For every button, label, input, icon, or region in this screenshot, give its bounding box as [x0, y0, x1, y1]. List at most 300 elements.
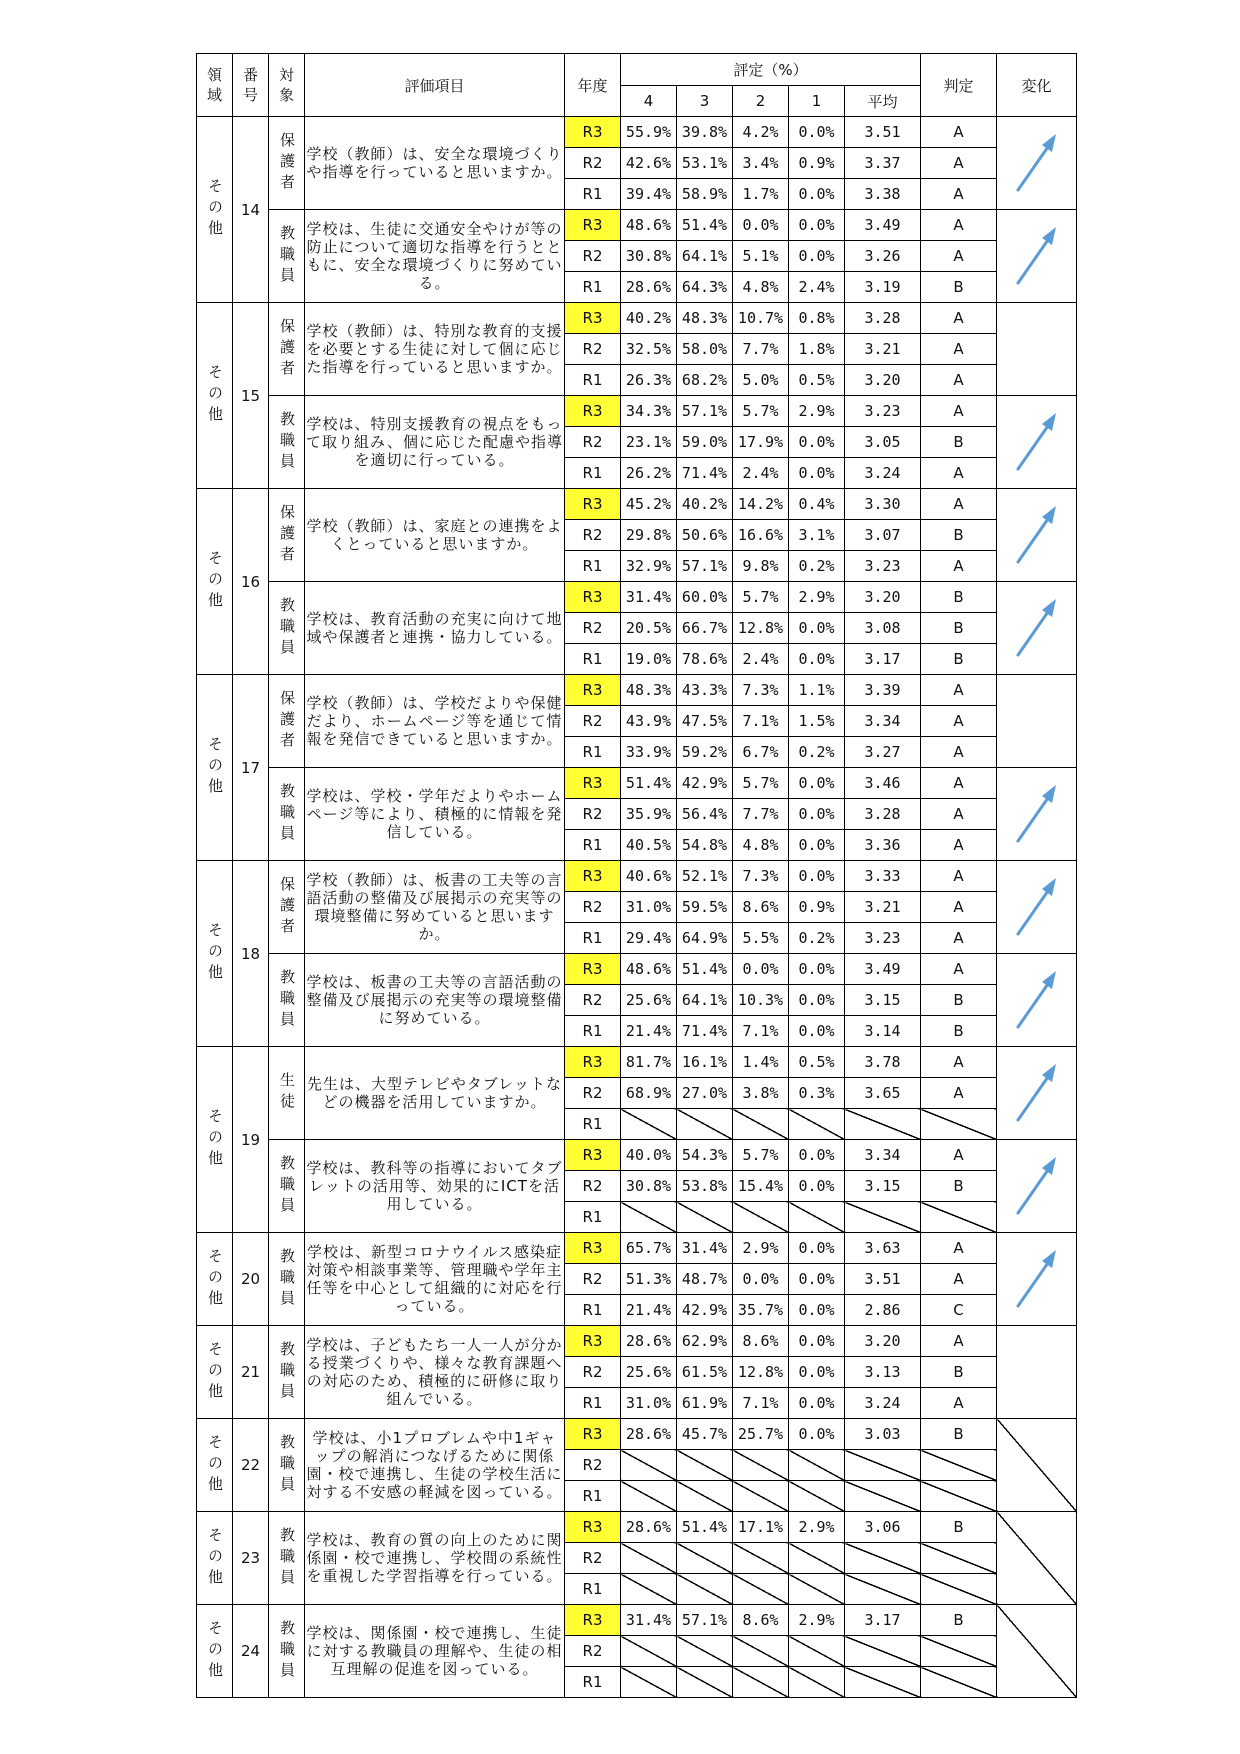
year-cell: R3	[565, 954, 621, 985]
up-arrow-icon	[1012, 967, 1062, 1033]
average-cell: 3.23	[845, 923, 921, 954]
change-cell	[997, 954, 1077, 1047]
judge-cell: A	[921, 179, 997, 210]
value-3-cell: 42.9%	[677, 768, 733, 799]
value-3-cell: 62.9%	[677, 1326, 733, 1357]
item-cell: 学校（教師）は、特別な教育的支援を必要とする生徒に対して個に応じた指導を行っていると思いますか。	[305, 303, 565, 396]
value-1-cell: 0.0%	[789, 458, 845, 489]
evaluation-sheet	[196, 53, 1077, 1698]
value-4-cell: 42.6%	[621, 148, 677, 179]
empty-cell	[621, 1481, 677, 1512]
item-cell: 学校（教師）は、学校だよりや保健だより、ホームページ等を通じて情報を発信できていると思いますか。	[305, 675, 565, 768]
table-row	[197, 1419, 1077, 1450]
empty-cell	[621, 1574, 677, 1605]
average-cell: 3.33	[845, 861, 921, 892]
value-3-cell: 59.5%	[677, 892, 733, 923]
header-col-3: 3	[677, 86, 733, 117]
average-cell: 3.78	[845, 1047, 921, 1078]
judge-cell: A	[921, 768, 997, 799]
year-cell: R3	[565, 861, 621, 892]
judge-cell: A	[921, 303, 997, 334]
value-4-cell: 23.1%	[621, 427, 677, 458]
empty-cell	[789, 1481, 845, 1512]
value-4-cell: 26.3%	[621, 365, 677, 396]
number-cell: 15	[233, 303, 269, 489]
judge-cell: A	[921, 1264, 997, 1295]
year-cell: R2	[565, 427, 621, 458]
empty-cell	[845, 1202, 921, 1233]
value-2-cell: 0.0%	[733, 1264, 789, 1295]
average-cell: 3.63	[845, 1233, 921, 1264]
judge-cell: A	[921, 1388, 997, 1419]
judge-cell: A	[921, 1078, 997, 1109]
year-cell: R1	[565, 1388, 621, 1419]
average-cell: 3.20	[845, 582, 921, 613]
empty-cell	[921, 1636, 997, 1667]
empty-cell	[733, 1543, 789, 1574]
average-cell: 3.26	[845, 241, 921, 272]
value-4-cell: 40.5%	[621, 830, 677, 861]
value-2-cell: 25.7%	[733, 1419, 789, 1450]
target-cell: 教職員	[269, 1140, 305, 1233]
average-cell: 3.36	[845, 830, 921, 861]
year-cell: R2	[565, 892, 621, 923]
domain-cell: その他	[197, 675, 233, 861]
up-arrow-icon	[1012, 1246, 1062, 1312]
value-1-cell: 0.0%	[789, 613, 845, 644]
value-1-cell: 0.0%	[789, 241, 845, 272]
value-4-cell: 33.9%	[621, 737, 677, 768]
value-4-cell: 40.2%	[621, 303, 677, 334]
change-cell	[997, 210, 1077, 303]
empty-cell	[921, 1574, 997, 1605]
up-arrow-icon	[1012, 223, 1062, 289]
empty-cell	[845, 1574, 921, 1605]
header-domain-text: 領域	[207, 66, 223, 104]
value-2-cell: 12.8%	[733, 613, 789, 644]
value-4-cell: 32.5%	[621, 334, 677, 365]
value-1-cell: 0.0%	[789, 1326, 845, 1357]
header-col-4: 4	[621, 86, 677, 117]
average-cell: 3.19	[845, 272, 921, 303]
judge-cell: A	[921, 1140, 997, 1171]
value-1-cell: 0.0%	[789, 1264, 845, 1295]
year-cell: R2	[565, 1543, 621, 1574]
value-2-cell: 10.7%	[733, 303, 789, 334]
value-3-cell: 52.1%	[677, 861, 733, 892]
value-1-cell: 0.0%	[789, 1233, 845, 1264]
value-3-cell: 45.7%	[677, 1419, 733, 1450]
judge-cell: B	[921, 985, 997, 1016]
value-3-cell: 31.4%	[677, 1233, 733, 1264]
value-1-cell: 0.0%	[789, 768, 845, 799]
judge-cell: B	[921, 520, 997, 551]
value-4-cell: 65.7%	[621, 1233, 677, 1264]
value-2-cell: 0.0%	[733, 210, 789, 241]
average-cell: 3.65	[845, 1078, 921, 1109]
target-cell: 教職員	[269, 582, 305, 675]
value-4-cell: 29.8%	[621, 520, 677, 551]
year-cell: R3	[565, 489, 621, 520]
target-cell: 教職員	[269, 1419, 305, 1512]
value-4-cell: 29.4%	[621, 923, 677, 954]
header-col-2: 2	[733, 86, 789, 117]
empty-cell	[921, 1667, 997, 1698]
value-3-cell: 51.4%	[677, 954, 733, 985]
value-4-cell: 45.2%	[621, 489, 677, 520]
year-cell: R1	[565, 830, 621, 861]
average-cell: 3.07	[845, 520, 921, 551]
empty-cell	[677, 1667, 733, 1698]
item-cell: 学校は、関係園・校で連携し、生徒に対する教職員の理解や、生徒の相互理解の促進を図っている。	[305, 1605, 565, 1698]
empty-cell	[789, 1667, 845, 1698]
change-cell	[997, 303, 1077, 396]
header-number	[233, 54, 269, 117]
table-row	[197, 210, 1077, 241]
judge-cell: B	[921, 582, 997, 613]
value-3-cell: 53.8%	[677, 1171, 733, 1202]
average-cell: 3.15	[845, 1171, 921, 1202]
year-cell: R2	[565, 706, 621, 737]
empty-cell	[733, 1574, 789, 1605]
empty-cell	[733, 1450, 789, 1481]
empty-cell	[921, 1543, 997, 1574]
table-row	[197, 1047, 1077, 1078]
value-2-cell: 3.8%	[733, 1078, 789, 1109]
value-3-cell: 61.9%	[677, 1388, 733, 1419]
year-cell: R3	[565, 303, 621, 334]
table-row	[197, 1233, 1077, 1264]
domain-cell: その他	[197, 1233, 233, 1326]
average-cell: 3.03	[845, 1419, 921, 1450]
item-cell: 学校は、小1プロブレムや中1ギャップの解消につなげるために関係園・校で連携し、生徒の学校生活に対する不安感の軽減を図っている。	[305, 1419, 565, 1512]
average-cell: 3.37	[845, 148, 921, 179]
average-cell: 3.08	[845, 613, 921, 644]
up-arrow-icon	[1012, 502, 1062, 568]
judge-cell: B	[921, 1512, 997, 1543]
value-3-cell: 59.0%	[677, 427, 733, 458]
judge-cell: B	[921, 427, 997, 458]
change-cell	[997, 1233, 1077, 1326]
empty-cell	[921, 1202, 997, 1233]
judge-cell: A	[921, 489, 997, 520]
table-row	[197, 1605, 1077, 1636]
number-cell: 16	[233, 489, 269, 675]
empty-cell	[733, 1481, 789, 1512]
value-1-cell: 0.0%	[789, 644, 845, 675]
value-3-cell: 58.0%	[677, 334, 733, 365]
header-year: 年度	[565, 54, 621, 117]
target-cell: 生徒	[269, 1047, 305, 1140]
value-3-cell: 50.6%	[677, 520, 733, 551]
empty-cell	[789, 1636, 845, 1667]
empty-cell	[677, 1636, 733, 1667]
year-cell: R1	[565, 1109, 621, 1140]
empty-cell	[845, 1667, 921, 1698]
target-cell: 教職員	[269, 1512, 305, 1605]
value-4-cell: 30.8%	[621, 241, 677, 272]
judge-cell: A	[921, 706, 997, 737]
target-cell: 保護者	[269, 117, 305, 210]
empty-cell	[789, 1543, 845, 1574]
value-2-cell: 3.4%	[733, 148, 789, 179]
header-number-text: 番号	[243, 66, 259, 104]
value-4-cell: 35.9%	[621, 799, 677, 830]
value-4-cell: 31.0%	[621, 892, 677, 923]
empty-cell	[677, 1202, 733, 1233]
table-row	[197, 489, 1077, 520]
up-arrow-icon	[1012, 130, 1062, 196]
year-cell: R2	[565, 1078, 621, 1109]
average-cell: 3.27	[845, 737, 921, 768]
value-4-cell: 68.9%	[621, 1078, 677, 1109]
value-2-cell: 7.1%	[733, 706, 789, 737]
value-4-cell: 48.6%	[621, 954, 677, 985]
change-cell	[997, 1512, 1077, 1605]
target-cell: 保護者	[269, 861, 305, 954]
judge-cell: B	[921, 1419, 997, 1450]
empty-cell	[789, 1574, 845, 1605]
judge-cell: A	[921, 799, 997, 830]
value-4-cell: 28.6%	[621, 1419, 677, 1450]
average-cell: 3.28	[845, 303, 921, 334]
value-2-cell: 12.8%	[733, 1357, 789, 1388]
average-cell: 3.06	[845, 1512, 921, 1543]
year-cell: R2	[565, 1171, 621, 1202]
value-4-cell: 31.4%	[621, 1605, 677, 1636]
value-1-cell: 0.2%	[789, 551, 845, 582]
value-4-cell: 25.6%	[621, 1357, 677, 1388]
header-target-text: 対象	[279, 66, 295, 104]
judge-cell: A	[921, 396, 997, 427]
average-cell: 3.34	[845, 706, 921, 737]
header-domain	[197, 54, 233, 117]
value-1-cell: 0.0%	[789, 117, 845, 148]
empty-cell	[621, 1202, 677, 1233]
empty-cell	[677, 1481, 733, 1512]
value-1-cell: 0.3%	[789, 1078, 845, 1109]
empty-cell	[921, 1450, 997, 1481]
value-2-cell: 8.6%	[733, 1605, 789, 1636]
value-2-cell: 5.7%	[733, 582, 789, 613]
year-cell: R1	[565, 1481, 621, 1512]
header-col-1: 1	[789, 86, 845, 117]
judge-cell: A	[921, 1233, 997, 1264]
number-cell: 18	[233, 861, 269, 1047]
up-arrow-icon	[1012, 595, 1062, 661]
empty-cell	[789, 1202, 845, 1233]
number-cell: 23	[233, 1512, 269, 1605]
value-3-cell: 60.0%	[677, 582, 733, 613]
value-2-cell: 7.1%	[733, 1016, 789, 1047]
table-row	[197, 954, 1077, 985]
empty-cell	[789, 1450, 845, 1481]
year-cell: R3	[565, 1605, 621, 1636]
average-cell: 3.51	[845, 1264, 921, 1295]
empty-cell	[621, 1109, 677, 1140]
value-2-cell: 4.8%	[733, 830, 789, 861]
judge-cell: A	[921, 334, 997, 365]
value-2-cell: 5.5%	[733, 923, 789, 954]
value-3-cell: 51.4%	[677, 210, 733, 241]
judge-cell: A	[921, 1326, 997, 1357]
number-cell: 24	[233, 1605, 269, 1698]
year-cell: R1	[565, 644, 621, 675]
value-1-cell: 0.2%	[789, 737, 845, 768]
empty-cell	[677, 1543, 733, 1574]
value-2-cell: 9.8%	[733, 551, 789, 582]
domain-cell: その他	[197, 1047, 233, 1233]
value-2-cell: 4.8%	[733, 272, 789, 303]
average-cell: 3.46	[845, 768, 921, 799]
judge-cell: B	[921, 272, 997, 303]
year-cell: R2	[565, 148, 621, 179]
value-2-cell: 7.1%	[733, 1388, 789, 1419]
value-1-cell: 0.0%	[789, 799, 845, 830]
judge-cell: A	[921, 1047, 997, 1078]
value-3-cell: 61.5%	[677, 1357, 733, 1388]
number-cell: 19	[233, 1047, 269, 1233]
value-3-cell: 27.0%	[677, 1078, 733, 1109]
change-cell	[997, 489, 1077, 582]
value-1-cell: 1.8%	[789, 334, 845, 365]
number-cell: 17	[233, 675, 269, 861]
target-cell: 教職員	[269, 1605, 305, 1698]
item-cell: 先生は、大型テレビやタブレットなどの機器を活用していますか。	[305, 1047, 565, 1140]
judge-cell: A	[921, 954, 997, 985]
item-cell: 学校（教師）は、家庭との連携をよくとっていると思いますか。	[305, 489, 565, 582]
item-cell: 学校は、教育活動の充実に向けて地域や保護者と連携・協力している。	[305, 582, 565, 675]
value-4-cell: 30.8%	[621, 1171, 677, 1202]
year-cell: R3	[565, 1047, 621, 1078]
value-1-cell: 0.0%	[789, 1171, 845, 1202]
judge-cell: B	[921, 1171, 997, 1202]
average-cell: 2.86	[845, 1295, 921, 1326]
value-1-cell: 0.0%	[789, 1357, 845, 1388]
value-4-cell: 40.6%	[621, 861, 677, 892]
table-row	[197, 1326, 1077, 1357]
table-row	[197, 1512, 1077, 1543]
value-4-cell: 48.3%	[621, 675, 677, 706]
year-cell: R2	[565, 520, 621, 551]
judge-cell: A	[921, 365, 997, 396]
year-cell: R1	[565, 1295, 621, 1326]
value-1-cell: 0.0%	[789, 1419, 845, 1450]
judge-cell: B	[921, 1605, 997, 1636]
value-3-cell: 64.1%	[677, 241, 733, 272]
value-2-cell: 7.7%	[733, 799, 789, 830]
value-2-cell: 2.4%	[733, 458, 789, 489]
year-cell: R1	[565, 1202, 621, 1233]
average-cell: 3.38	[845, 179, 921, 210]
average-cell: 3.28	[845, 799, 921, 830]
judge-cell: A	[921, 117, 997, 148]
average-cell: 3.21	[845, 892, 921, 923]
value-3-cell: 64.1%	[677, 985, 733, 1016]
target-cell: 保護者	[269, 303, 305, 396]
item-cell: 学校は、特別支援教育の視点をもって取り組み、個に応じた配慮や指導を適切に行っている。	[305, 396, 565, 489]
empty-cell	[677, 1574, 733, 1605]
judge-cell: C	[921, 1295, 997, 1326]
value-2-cell: 5.0%	[733, 365, 789, 396]
empty-cell	[621, 1636, 677, 1667]
value-1-cell: 0.0%	[789, 954, 845, 985]
average-cell: 3.20	[845, 365, 921, 396]
value-3-cell: 71.4%	[677, 1016, 733, 1047]
empty-cell	[845, 1450, 921, 1481]
value-4-cell: 34.3%	[621, 396, 677, 427]
average-cell: 3.05	[845, 427, 921, 458]
year-cell: R2	[565, 985, 621, 1016]
number-cell: 21	[233, 1326, 269, 1419]
year-cell: R1	[565, 179, 621, 210]
table-row	[197, 303, 1077, 334]
change-cell	[997, 768, 1077, 861]
number-cell: 20	[233, 1233, 269, 1326]
domain-cell: その他	[197, 861, 233, 1047]
target-cell: 教職員	[269, 1233, 305, 1326]
value-4-cell: 26.2%	[621, 458, 677, 489]
value-2-cell: 5.7%	[733, 396, 789, 427]
value-3-cell: 43.3%	[677, 675, 733, 706]
value-4-cell: 51.3%	[621, 1264, 677, 1295]
value-3-cell: 47.5%	[677, 706, 733, 737]
judge-cell: A	[921, 737, 997, 768]
empty-cell	[677, 1450, 733, 1481]
value-4-cell: 19.0%	[621, 644, 677, 675]
value-4-cell: 20.5%	[621, 613, 677, 644]
table-row	[197, 768, 1077, 799]
average-cell: 3.30	[845, 489, 921, 520]
value-3-cell: 54.3%	[677, 1140, 733, 1171]
value-3-cell: 56.4%	[677, 799, 733, 830]
year-cell: R2	[565, 334, 621, 365]
average-cell: 3.21	[845, 334, 921, 365]
up-arrow-icon	[1012, 409, 1062, 475]
value-1-cell: 0.4%	[789, 489, 845, 520]
target-cell: 保護者	[269, 675, 305, 768]
value-1-cell: 2.9%	[789, 1605, 845, 1636]
target-cell: 保護者	[269, 489, 305, 582]
table-row	[197, 117, 1077, 148]
value-4-cell: 28.6%	[621, 272, 677, 303]
value-3-cell: 68.2%	[677, 365, 733, 396]
value-1-cell: 2.9%	[789, 1512, 845, 1543]
value-1-cell: 0.9%	[789, 892, 845, 923]
value-2-cell: 1.4%	[733, 1047, 789, 1078]
change-cell	[997, 117, 1077, 210]
value-1-cell: 0.5%	[789, 1047, 845, 1078]
target-cell: 教職員	[269, 210, 305, 303]
table-body	[197, 117, 1077, 1698]
item-cell: 学校は、学校・学年だよりやホームページ等により、積極的に情報を発信している。	[305, 768, 565, 861]
year-cell: R3	[565, 768, 621, 799]
value-3-cell: 42.9%	[677, 1295, 733, 1326]
up-arrow-icon	[1012, 1060, 1062, 1126]
judge-cell: B	[921, 1016, 997, 1047]
year-cell: R1	[565, 737, 621, 768]
value-3-cell: 71.4%	[677, 458, 733, 489]
value-3-cell: 53.1%	[677, 148, 733, 179]
value-3-cell: 48.3%	[677, 303, 733, 334]
value-4-cell: 55.9%	[621, 117, 677, 148]
empty-cell	[733, 1636, 789, 1667]
value-4-cell: 25.6%	[621, 985, 677, 1016]
value-2-cell: 7.3%	[733, 861, 789, 892]
judge-cell: A	[921, 210, 997, 241]
item-cell: 学校は、生徒に交通安全やけが等の防止について適切な指導を行うとともに、安全な環境づくりに努めている。	[305, 210, 565, 303]
item-cell: 学校（教師）は、板書の工夫等の言語活動の整備及び展掲示の充実等の環境整備に努めていると思いますか。	[305, 861, 565, 954]
